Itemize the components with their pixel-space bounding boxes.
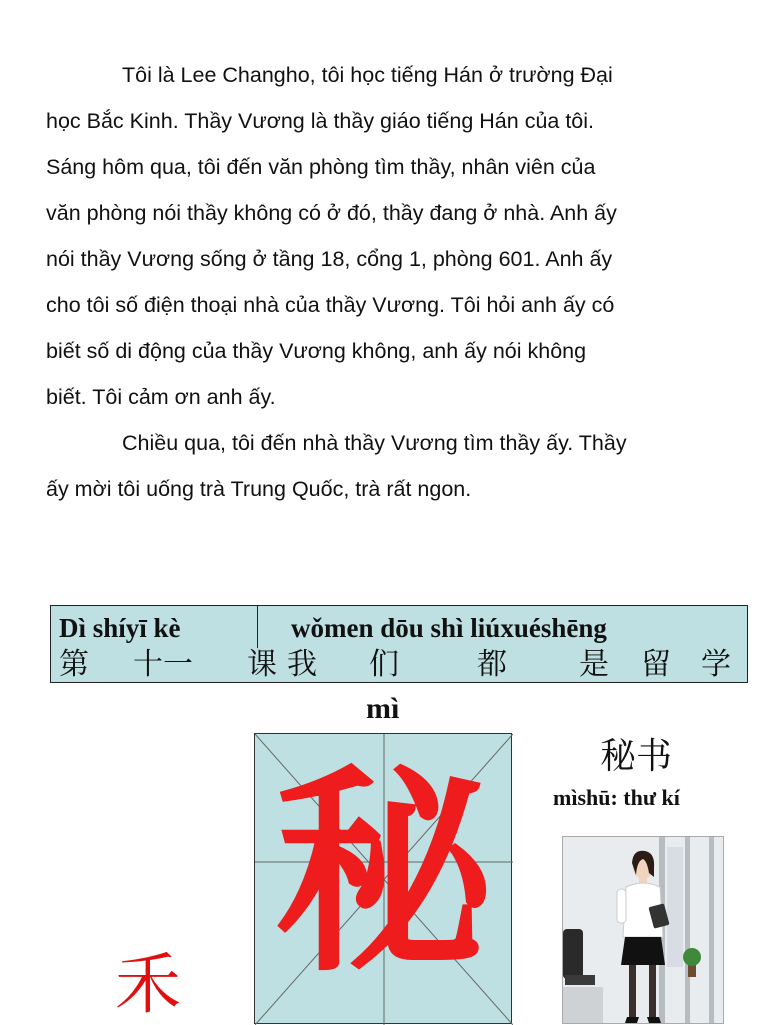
character-radical: 禾 xyxy=(115,946,181,1023)
hanzi-char: 第 xyxy=(59,647,89,682)
hanzi-char: 课 xyxy=(247,647,277,682)
text-line: Sáng hôm qua, tôi đến văn phòng tìm thầy, nhân viên của xyxy=(46,155,596,179)
lesson-pinyin-row xyxy=(59,610,747,646)
large-character: 秘 xyxy=(273,746,494,1002)
text-line: Chiều qua, tôi đến nhà thầy Vương tìm thầy ấy. Thầy xyxy=(122,431,627,455)
hanzi-char: 我 xyxy=(287,647,317,682)
reading-paragraph-2 xyxy=(46,420,736,512)
reading-paragraph-1 xyxy=(46,52,736,420)
lesson-title-pinyin: wǒmen dōu shì liúxuéshēng xyxy=(291,613,607,643)
vocab-meaning: mìshū: thư kí xyxy=(553,785,680,810)
secretary-photo xyxy=(562,836,724,1024)
secretary-illustration xyxy=(563,837,724,1024)
text-line: Tôi là Lee Changho, tôi học tiếng Hán ở trường Đại xyxy=(122,63,613,87)
hanzi-char: 留 xyxy=(641,647,671,682)
text-line: nói thầy Vương sống ở tầng 18, cổng 1, phòng 601. Anh ấy xyxy=(46,247,613,271)
hanzi-char: 是 xyxy=(579,647,609,682)
text-line: biết. Tôi cảm ơn anh ấy. xyxy=(46,385,276,409)
text-line: học Bắc Kinh. Thầy Vương là thầy giáo tiếng Hán của tôi. xyxy=(46,109,595,133)
hanzi-char: 们 xyxy=(369,647,399,682)
vocab-word: 秘书 xyxy=(600,736,673,777)
lesson-title-box xyxy=(50,605,748,683)
hanzi-char: 都 xyxy=(477,647,507,682)
character-pinyin: mì xyxy=(366,692,400,725)
character-writing-grid xyxy=(254,733,512,1024)
text-line: văn phòng nói thầy không có ở đó, thầy đang ở nhà. Anh ấy xyxy=(46,201,617,225)
hanzi-char: 十一 xyxy=(133,647,193,682)
lesson-hanzi-row xyxy=(51,648,747,682)
hanzi-char: 学 xyxy=(701,647,731,682)
lesson-number-pinyin: Dì shíyī kè xyxy=(59,613,181,643)
text-line: cho tôi số điện thoại nhà của thầy Vương. Tôi hỏi anh ấy có xyxy=(46,293,615,317)
text-line: biết số di động của thầy Vương không, anh ấy nói không xyxy=(46,339,587,363)
text-line: ấy mời tôi uống trà Trung Quốc, trà rất ngon. xyxy=(46,477,472,501)
